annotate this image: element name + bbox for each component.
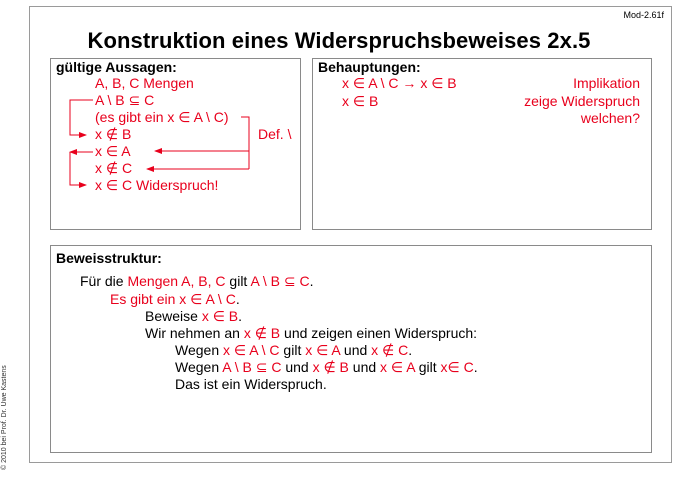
proof-text: . <box>235 291 240 307</box>
claim-x-in-b: x ∈ B <box>342 93 379 109</box>
proof-line-7 <box>175 376 327 392</box>
proof-line-1 <box>80 273 314 289</box>
proof-highlight: x ∈ A <box>305 342 341 358</box>
proof-highlight: Mengen A, B, C <box>127 273 226 289</box>
proof-text: Beweise <box>145 308 202 324</box>
proof-text: Wegen <box>175 359 223 375</box>
arrow-definition-bracket <box>241 117 249 169</box>
proof-text: . <box>473 359 478 375</box>
statement-contradiction: x ∈ C Widerspruch! <box>95 177 219 193</box>
proof-text: . <box>238 308 243 324</box>
proof-highlight: x∈ C <box>440 359 474 375</box>
proof-highlight: A \ B ⊆ C <box>222 359 282 375</box>
proof-text: gilt <box>225 273 251 289</box>
claims-box <box>312 58 652 230</box>
valid-statements-heading: gültige Aussagen: <box>56 59 177 75</box>
proof-highlight: x ∈ A \ C <box>223 342 280 358</box>
proof-highlight: Es gibt ein x ∈ A \ C <box>110 291 236 307</box>
claim-implication: x ∈ A \ C → x ∈ B <box>342 75 457 91</box>
slide-id: Mod-2.61f <box>623 10 664 20</box>
definition-label: Def. \ <box>258 126 292 142</box>
inference-arrows <box>51 59 302 231</box>
note-show-contradiction: zeige Widerspruch <box>524 93 640 109</box>
proof-line-5 <box>175 342 412 358</box>
proof-text: gilt <box>414 359 441 375</box>
proof-text: gilt <box>279 342 306 358</box>
proof-line-3 <box>145 308 242 324</box>
statement-subset: A \ B ⊆ C <box>95 92 155 108</box>
arrow-subset-to-not-in-b <box>70 100 93 135</box>
proof-text: und <box>340 342 372 358</box>
proof-text: . <box>408 342 413 358</box>
note-implication: Implikation <box>573 75 640 91</box>
statement-exists: (es gibt ein x ∈ A \ C) <box>95 109 229 125</box>
proof-text: Wir nehmen an <box>145 325 244 341</box>
proof-line-4 <box>145 325 477 341</box>
proof-text: Wegen <box>175 342 223 358</box>
proof-structure-heading: Beweisstruktur: <box>56 250 162 266</box>
proof-highlight: x ∉ B <box>312 359 349 375</box>
proof-highlight: x ∈ B <box>201 308 239 324</box>
statement-not-in-c: x ∉ C <box>95 160 133 176</box>
proof-text: und <box>348 359 381 375</box>
claims-heading: Behauptungen: <box>318 59 421 75</box>
page-title: Konstruktion eines Widerspruchsbeweises 2x.5 <box>87 28 591 53</box>
proof-highlight: x ∉ C <box>371 342 409 358</box>
proof-line-2 <box>110 291 240 307</box>
proof-structure-box <box>50 245 652 453</box>
proof-line-6 <box>175 359 478 375</box>
note-which: welchen? <box>580 110 640 126</box>
proof-text: und <box>281 359 313 375</box>
proof-text: Das ist ein Widerspruch. <box>175 376 327 392</box>
statement-in-a: x ∈ A <box>95 143 131 159</box>
proof-text: Für die <box>80 273 128 289</box>
proof-text: . <box>309 273 314 289</box>
proof-highlight: A \ B ⊆ C <box>250 273 310 289</box>
statement-not-in-b: x ∉ B <box>95 126 132 142</box>
proof-highlight: x ∉ B <box>243 325 281 341</box>
valid-statements-box <box>50 58 301 230</box>
statement-sets: A, B, C Mengen <box>95 75 194 91</box>
proof-text: und zeigen einen Widerspruch: <box>280 325 478 341</box>
arrow-to-contradiction <box>70 152 86 185</box>
proof-highlight: x ∈ A <box>380 359 415 375</box>
copyright-note: © 2010 bei Prof. Dr. Uwe Kastens <box>1 365 8 470</box>
